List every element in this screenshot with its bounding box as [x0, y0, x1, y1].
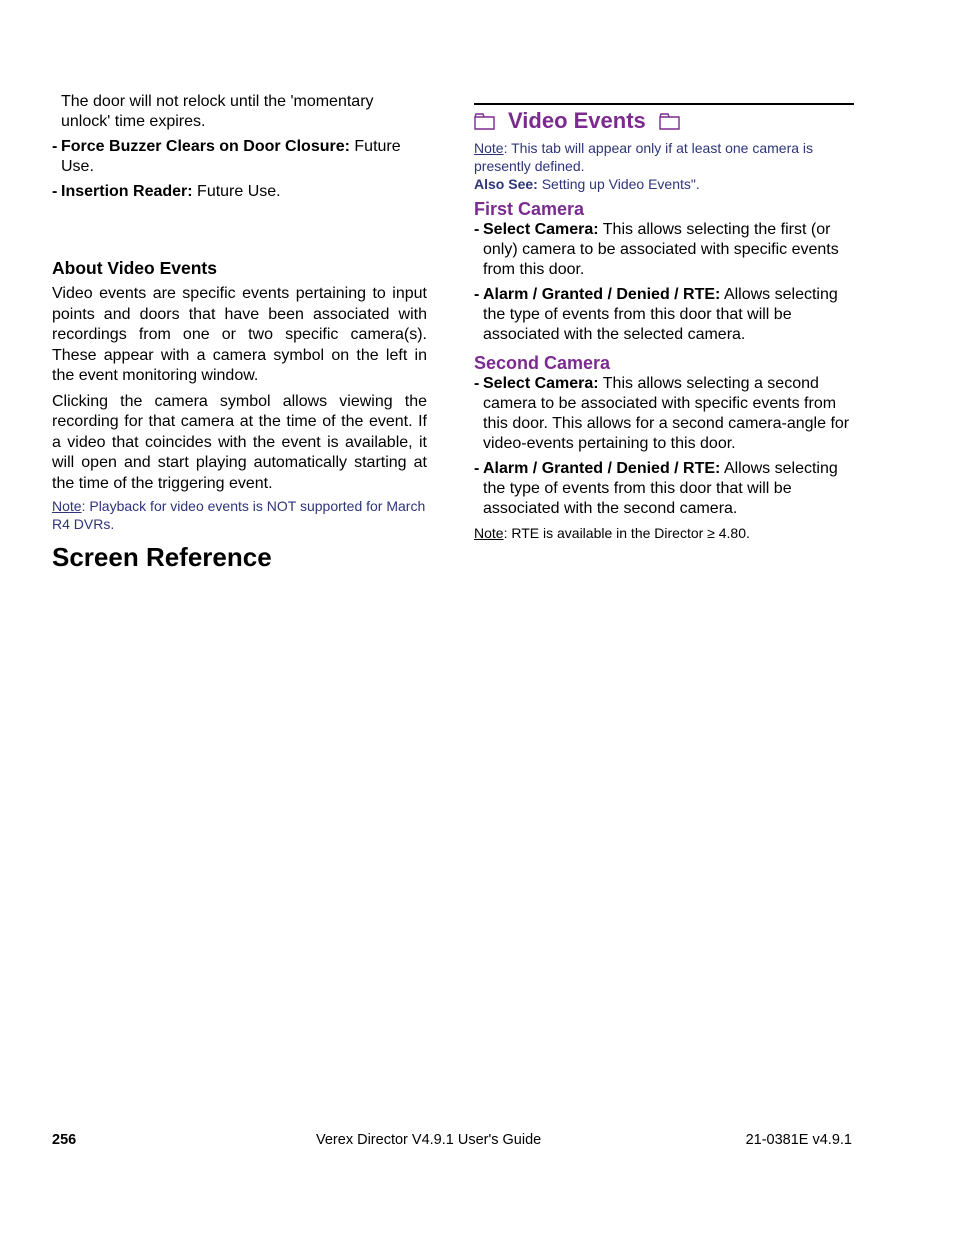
- bullet-text: This allows selecting the first (or only) camera to be associated with specific events from this door.: [483, 221, 839, 278]
- page-number: 256: [52, 1132, 77, 1148]
- bullet-second-event-types: - Alarm / Granted / Denied / RTE: Allows selecting the type of events from this door that will be associated with the second camera.: [474, 460, 838, 517]
- bullet-label: Select Camera:: [483, 375, 599, 392]
- rte-note: [474, 524, 854, 542]
- bullet-label: Alarm / Granted / Denied / RTE:: [483, 460, 721, 477]
- note-label: Note: [52, 498, 82, 514]
- right-column: [474, 103, 854, 542]
- video-events-title: Video Events: [508, 108, 646, 133]
- left-column: [52, 92, 427, 572]
- bullet-label: Alarm / Granted / Denied / RTE:: [483, 286, 721, 303]
- video-events-title-bar: [474, 103, 854, 134]
- bullet-force-buzzer: - Force Buzzer Clears on Door Closure: Future Use.: [52, 138, 401, 175]
- bullet-second-select-camera: - Select Camera: This allows selecting a second camera to be associated with specific events from this door. This allows for a second camera-angle for video-events pertaining to this door.: [474, 375, 850, 452]
- note-text: : Playback for video events is NOT supported for March R4 DVRs.: [52, 498, 426, 532]
- about-paragraph-1: Video events are specific events pertaining to input points and doors that have been associated with recordings from one or two specific camera(s). These appear with a camera symbol on the left in the event monitoring window.: [52, 285, 427, 384]
- bullet-text: This allows selecting a second camera to be associated with specific events from this door. This allows for a second camera-angle for video-events pertaining to this door.: [483, 375, 850, 452]
- guide-title: Verex Director V4.9.1 User's Guide: [316, 1132, 542, 1148]
- bullet-text: Allows selecting the type of events from this door that will be associated with the second camera.: [483, 460, 838, 517]
- about-paragraph-2: Clicking the camera symbol allows viewing the recording for that camera at the time of the event. If a video that coincides with the event is available, it will open and start playing automatically starting at the time of the triggering event.: [52, 392, 427, 492]
- bullet-first-select-camera: - Select Camera: This allows selecting the first (or only) camera to be associated with specific events from this door.: [474, 221, 839, 278]
- second-camera-heading: Second Camera: [474, 353, 611, 373]
- first-camera-heading: First Camera: [474, 199, 585, 219]
- note-label: Note: [474, 140, 504, 156]
- tab-visibility-note: [474, 139, 854, 175]
- bullet-label: Force Buzzer Clears on Door Closure:: [61, 138, 350, 155]
- about-video-events-heading: About Video Events: [52, 258, 217, 278]
- document-number: 21-0381E v4.9.1: [745, 1132, 852, 1148]
- note-label: Note: [474, 525, 504, 541]
- intro-text: The door will not relock until the 'momentary unlock' time expires.: [61, 93, 374, 130]
- bullet-text: Allows selecting the type of events from this door that will be associated with the selected camera.: [483, 286, 838, 343]
- playback-note: [52, 497, 427, 533]
- bullet-first-event-types: - Alarm / Granted / Denied / RTE: Allows selecting the type of events from this door that will be associated with the selected camera.: [474, 286, 838, 343]
- bullet-insertion-reader: - Insertion Reader: Future Use.: [52, 183, 281, 200]
- screen-reference-heading: Screen Reference: [52, 542, 272, 572]
- folder-tab-icon: [474, 113, 495, 130]
- folder-tab-icon: [659, 113, 680, 130]
- bullet-text: Future Use.: [192, 183, 281, 200]
- also-see-note: [474, 175, 854, 193]
- page-footer: [52, 1132, 852, 1152]
- bullet-label: Select Camera:: [483, 221, 599, 238]
- note-text: : This tab will appear only if at least one camera is presently defined.: [474, 140, 814, 174]
- bullet-text: Future Use.: [61, 138, 401, 175]
- note-text: : RTE is available in the Director ≥ 4.80.: [503, 525, 750, 541]
- also-see-label: Also See:: [474, 176, 538, 192]
- bullet-label: Insertion Reader:: [61, 183, 193, 200]
- also-see-text: Setting up Video Events".: [537, 176, 700, 192]
